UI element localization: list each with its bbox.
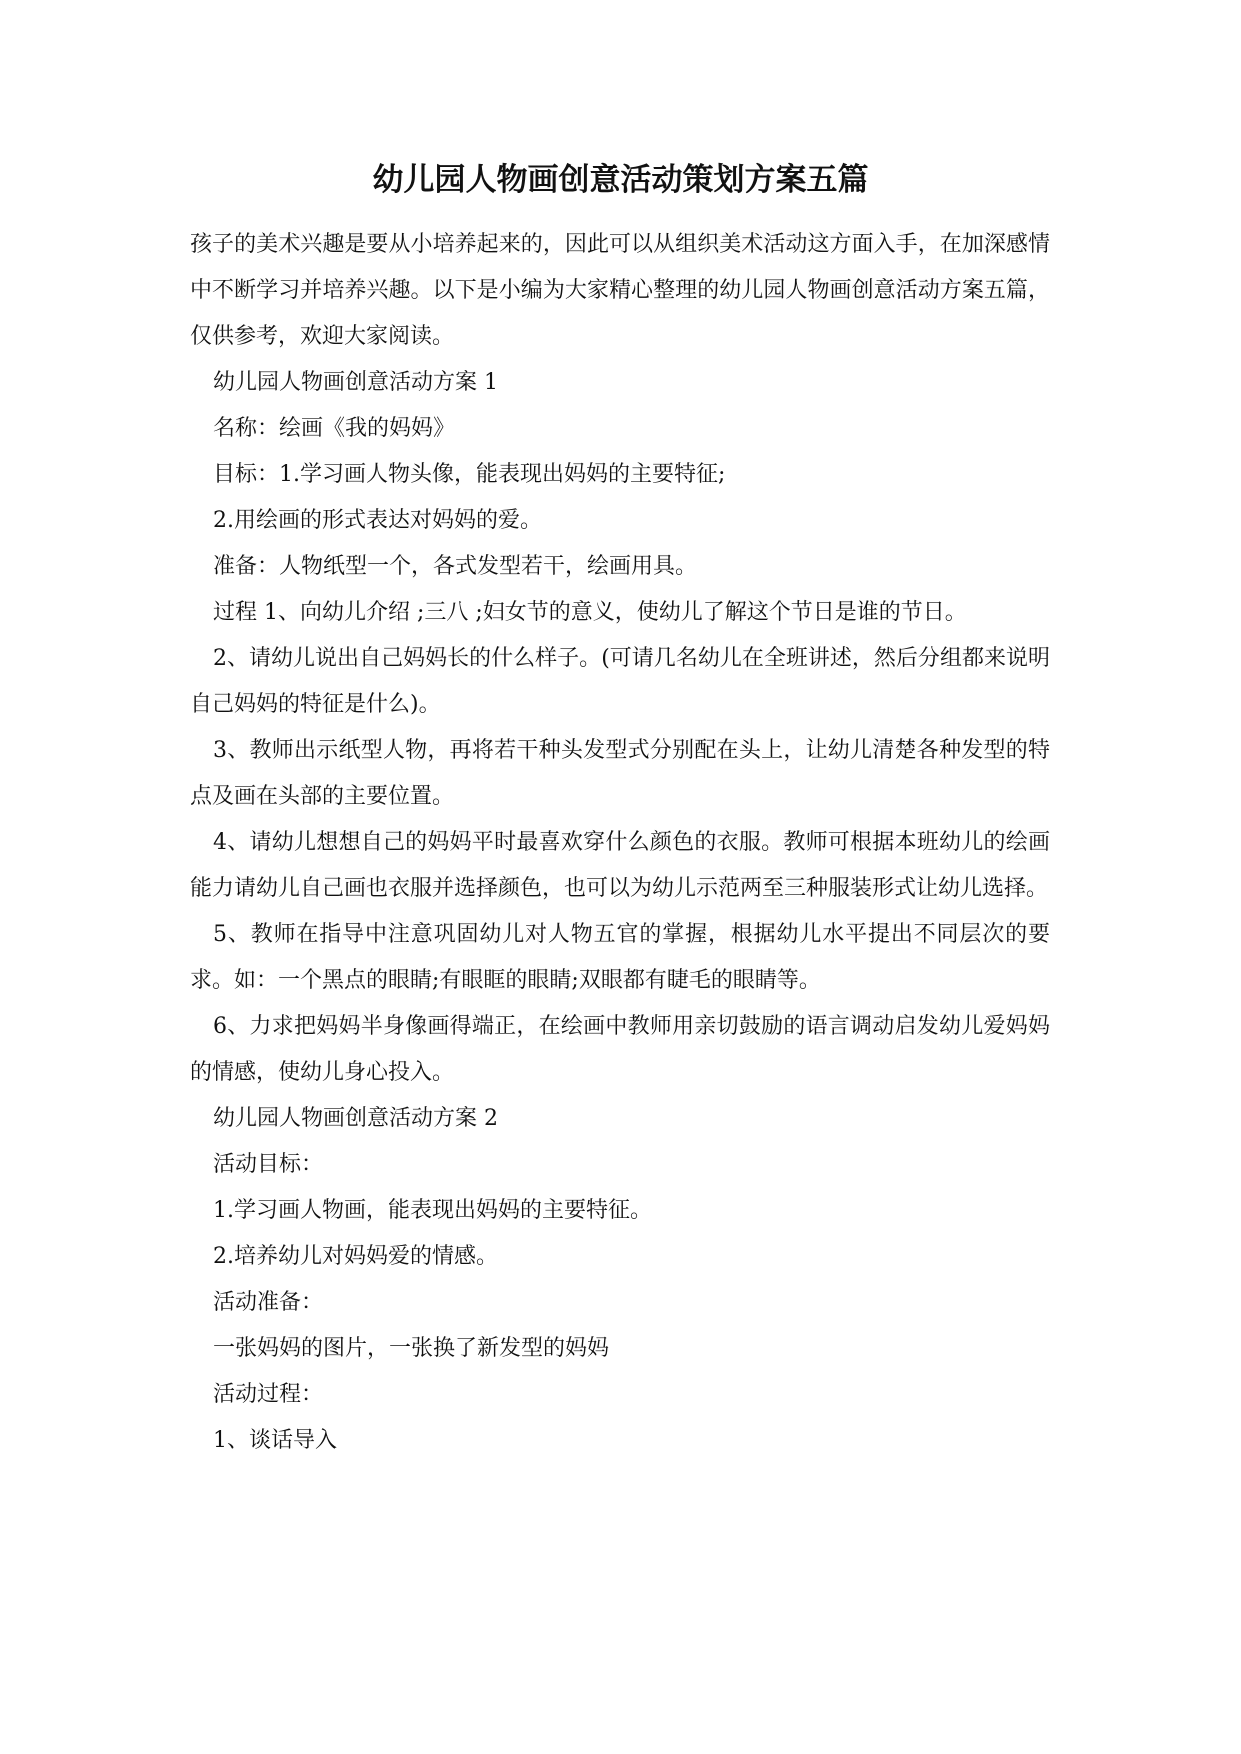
document-title: 幼儿园人物画创意活动策划方案五篇 [372,162,869,198]
paragraph-activity-prep-label: 活动准备： [213,1290,324,1315]
paragraph-goal-2: 2.用绘画的形式表达对妈妈的爱。 [213,508,542,533]
paragraph-process-6: 6、力求把妈妈半身像画得端正，在绘画中教师用亲切鼓励的语言调动启发幼儿爱妈妈的情感，使幼儿身心投入。 [190,1014,1050,1085]
paragraph-goal-1: 目标：1.学习画人物头像，能表现出妈妈的主要特征; [213,462,726,487]
document-body [190,222,1050,1464]
paragraph-process-4: 4、请幼儿想想自己的妈妈平时最喜欢穿什么颜色的衣服。教师可根据本班幼儿的绘画能力请幼儿自己画也衣服并选择颜色，也可以为幼儿示范两至三种服装形式让幼儿选择。 [190,830,1050,901]
paragraph-activity-goal-1: 1.学习画人物画，能表现出妈妈的主要特征。 [213,1198,652,1223]
section-heading-plan-2: 幼儿园人物画创意活动方案 2 [213,1106,498,1131]
paragraph-activity-prep: 一张妈妈的图片，一张换了新发型的妈妈 [213,1336,610,1361]
paragraph-activity-step-1: 1、谈话导入 [213,1428,337,1453]
section-heading-plan-1: 幼儿园人物画创意活动方案 1 [213,370,498,395]
paragraph-preparation: 准备：人物纸型一个，各式发型若干，绘画用具。 [213,554,698,579]
intro-paragraph: 孩子的美术兴趣是要从小培养起来的，因此可以从组织美术活动这方面入手，在加深感情中不断学习并培养兴趣。以下是小编为大家精心整理的幼儿园人物画创意活动方案五篇，仅供参考，欢迎大家阅读。 [190,232,1050,349]
paragraph-process-2: 2、请幼儿说出自己妈妈长的什么样子。(可请几名幼儿在全班讲述，然后分组都来说明自己妈妈的特征是什么)。 [190,646,1050,717]
paragraph-process-1: 过程 1、向幼儿介绍 ;三八 ;妇女节的意义，使幼儿了解这个节日是谁的节日。 [213,600,967,625]
paragraph-process-5: 5、教师在指导中注意巩固幼儿对人物五官的掌握，根据幼儿水平提出不同层次的要求。如：一个黑点的眼睛;有眼眶的眼睛;双眼都有睫毛的眼睛等。 [190,922,1050,993]
paragraph-name: 名称：绘画《我的妈妈》 [213,416,456,441]
paragraph-activity-goals-label: 活动目标： [213,1152,324,1177]
paragraph-process-3: 3、教师出示纸型人物，再将若干种头发型式分别配在头上，让幼儿清楚各种发型的特点及画在头部的主要位置。 [190,738,1050,809]
paragraph-activity-process-label: 活动过程： [213,1382,324,1407]
paragraph-activity-goal-2: 2.培养幼儿对妈妈爱的情感。 [213,1244,498,1269]
